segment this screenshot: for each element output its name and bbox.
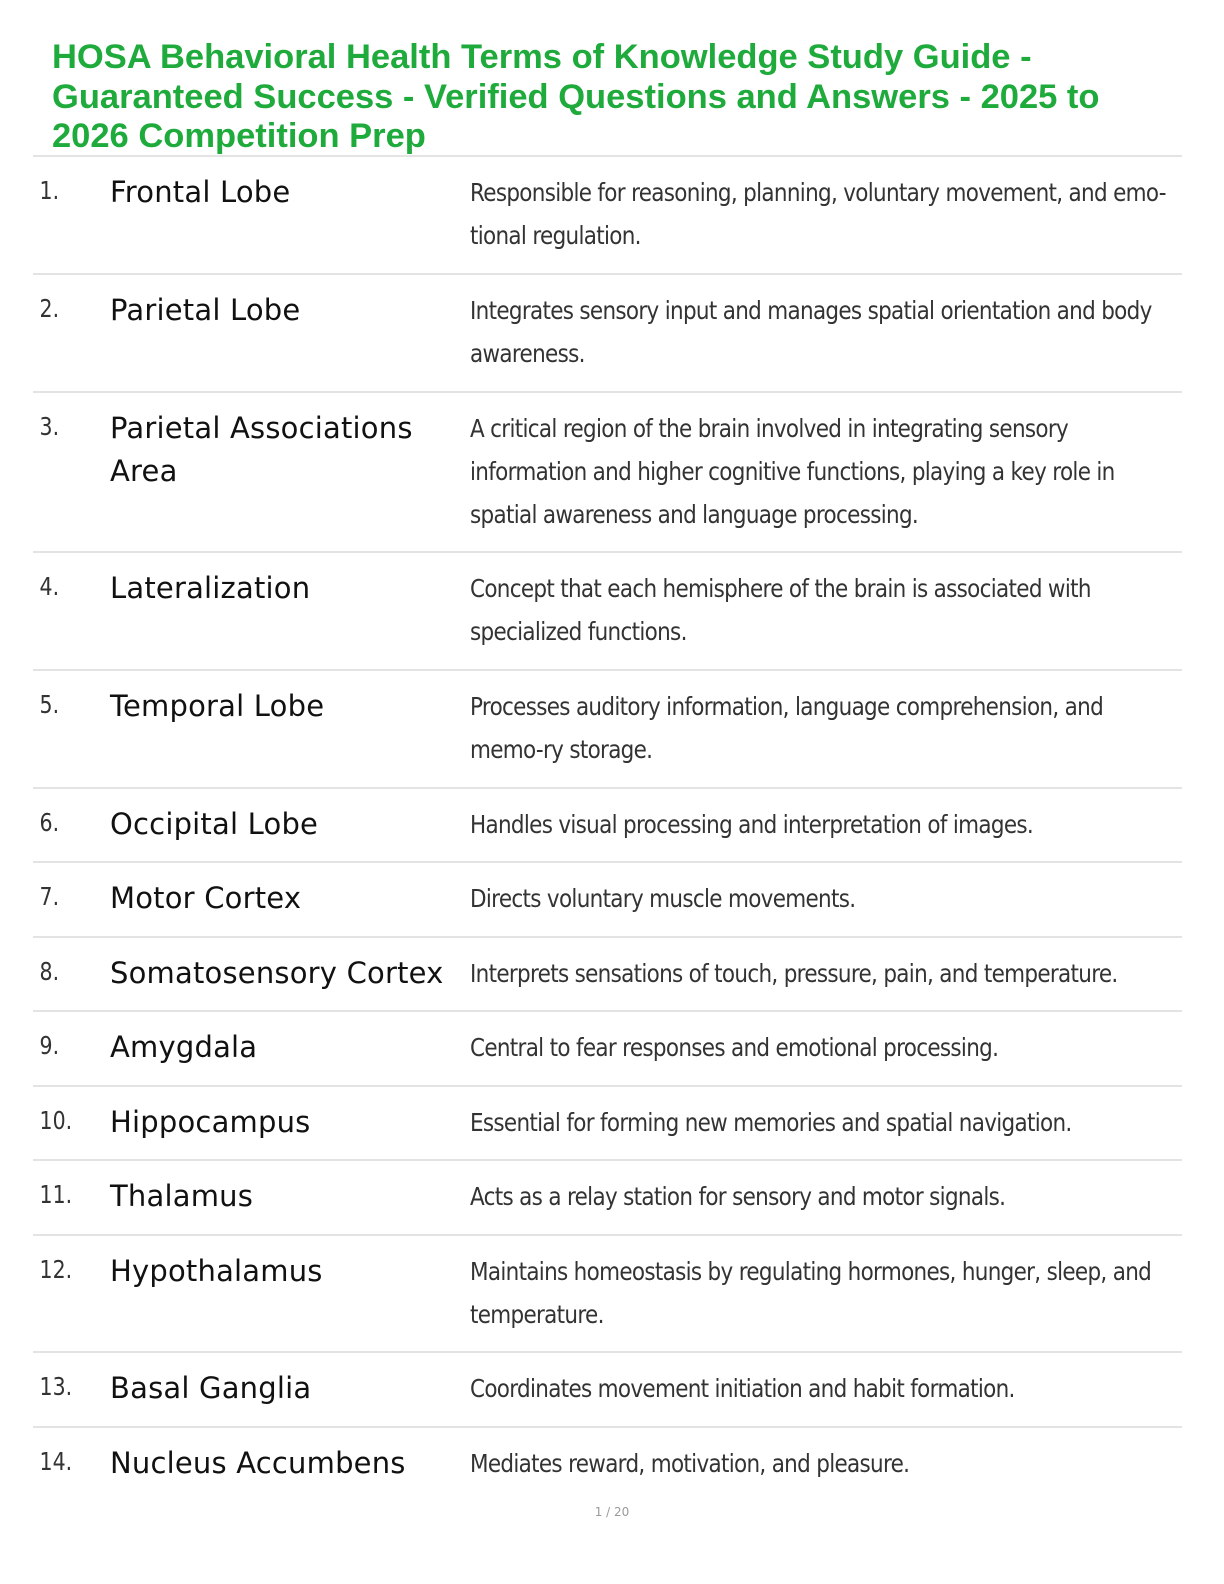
- row-number: 12.: [39, 1255, 73, 1284]
- term-definition: Acts as a relay station for sensory and motor signals.: [470, 1182, 1006, 1211]
- term-name: Occipital Lobe: [110, 807, 319, 841]
- term-definition: Coordinates movement initiation and habit formation.: [470, 1374, 1015, 1403]
- term-definition: Directs voluntary muscle movements.: [470, 884, 856, 913]
- term-definition: Maintains homeostasis by regulating hormones, hunger, sleep, and temperature.: [470, 1257, 1152, 1329]
- term-name: Nucleus Accumbens: [110, 1446, 406, 1480]
- term-row: [33, 1353, 1182, 1428]
- term-name: Lateralization: [110, 571, 311, 605]
- term-name: Amygdala: [110, 1030, 258, 1064]
- term-definition: Processes auditory information, language comprehension, and memo-ry storage.: [470, 692, 1104, 764]
- term-row: [33, 671, 1182, 789]
- term-name: Temporal Lobe: [110, 689, 325, 723]
- term-definition: Central to fear responses and emotional processing.: [470, 1033, 999, 1062]
- term-definition: Handles visual processing and interpretation of images.: [470, 810, 1034, 839]
- term-definition: Integrates sensory input and manages spatial orientation and body awareness.: [470, 296, 1152, 368]
- term-row: [33, 938, 1182, 1012]
- term-definition: Interprets sensations of touch, pressure, pain, and temperature.: [470, 959, 1118, 988]
- term-row: [33, 157, 1182, 275]
- term-name: Parietal Associations Area: [110, 411, 413, 488]
- terms-list: [33, 155, 1182, 1498]
- term-row: [33, 789, 1182, 863]
- term-row: [33, 553, 1182, 671]
- term-name: Hippocampus: [110, 1105, 311, 1139]
- term-row: [33, 393, 1182, 553]
- row-number: 1.: [39, 176, 60, 205]
- term-name: Parietal Lobe: [110, 293, 301, 327]
- row-number: 6.: [39, 808, 60, 837]
- term-name: Thalamus: [110, 1179, 254, 1213]
- term-row: [33, 275, 1182, 393]
- row-number: 10.: [39, 1106, 73, 1135]
- term-row: [33, 1236, 1182, 1353]
- row-number: 13.: [39, 1372, 73, 1401]
- term-definition: Concept that each hemisphere of the brain is associated with specialized functions.: [470, 574, 1091, 646]
- page-number: 1 / 20: [594, 1505, 630, 1519]
- row-number: 8.: [39, 957, 60, 986]
- row-number: 2.: [39, 294, 60, 323]
- term-definition: Essential for forming new memories and spatial navigation.: [470, 1108, 1072, 1137]
- row-number: 14.: [39, 1447, 73, 1476]
- term-name: Frontal Lobe: [110, 175, 291, 209]
- term-definition: A critical region of the brain involved in integrating sensory information and higher cognitive functions, playing a key role in spatial awareness and language processing.: [470, 414, 1115, 529]
- row-number: 9.: [39, 1031, 60, 1060]
- row-number: 5.: [39, 690, 60, 719]
- row-number: 3.: [39, 412, 60, 441]
- term-row: [33, 1012, 1182, 1087]
- term-row: [33, 1161, 1182, 1236]
- row-number: 4.: [39, 572, 60, 601]
- term-row: [33, 1428, 1182, 1498]
- term-name: Motor Cortex: [110, 881, 302, 915]
- row-number: 7.: [39, 882, 60, 911]
- term-name: Basal Ganglia: [110, 1371, 312, 1405]
- term-definition: Mediates reward, motivation, and pleasure.: [470, 1449, 910, 1478]
- row-number: 11.: [39, 1180, 73, 1209]
- document-title: HOSA Behavioral Health Terms of Knowledge Study Guide - Guaranteed Success - Verified Questions and Answers - 2025 to 2026 Competition Prep: [52, 38, 1100, 155]
- term-name: Somatosensory Cortex: [110, 956, 444, 990]
- term-row: [33, 863, 1182, 938]
- term-name: Hypothalamus: [110, 1254, 323, 1288]
- term-row: [33, 1087, 1182, 1161]
- term-definition: Responsible for reasoning, planning, voluntary movement, and emo-tional regulation.: [470, 178, 1166, 250]
